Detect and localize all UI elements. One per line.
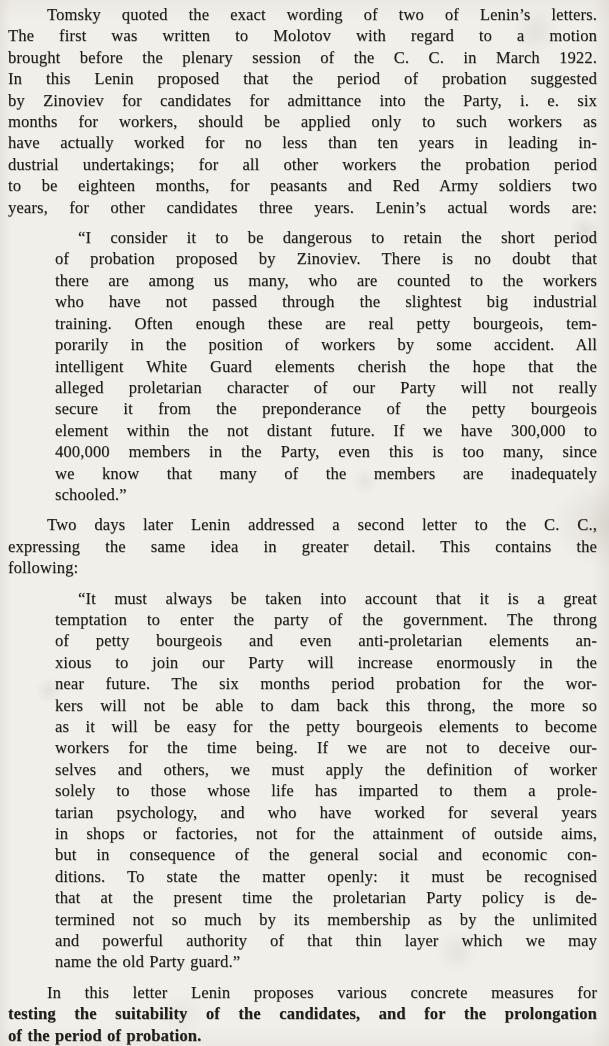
text-line: following: xyxy=(8,558,79,578)
text-line: “It must always be taken into account that it is a great xyxy=(78,588,597,608)
text-line: expressing the same idea in greater detail. This contains the xyxy=(8,536,597,556)
text-line: temptation to enter the party of the government. The throng xyxy=(55,609,597,629)
text-line: testing the suitability of the candidates, and for the prolongation xyxy=(8,1004,597,1024)
text-line: that at the present time the proletarian Party policy is de- xyxy=(55,888,597,908)
text-line: porarily in the position of workers by some accident. All xyxy=(55,335,597,355)
text-line: In this letter Lenin proposes various concrete measures for xyxy=(47,982,597,1002)
text-line: there are among us many, who are counted to the workers xyxy=(55,270,597,290)
lenin-first-letter-quote xyxy=(55,227,597,505)
intro-paragraph xyxy=(8,4,597,218)
text-line: who have not passed through the slightest big industrial xyxy=(55,292,597,312)
text-line: of probation proposed by Zinoviev. There is no doubt that xyxy=(55,249,597,269)
text-line: of the period of probation. xyxy=(8,1025,202,1045)
transition-paragraph xyxy=(8,514,597,578)
text-line: selves and others, we must apply the definition of worker xyxy=(55,759,597,779)
text-line: Tomsky quoted the exact wording of two of Lenin’s letters. xyxy=(47,5,597,24)
text-line: training. Often enough these are real petty bourgeois, tem- xyxy=(55,313,597,333)
text-line: name the old Party guard.” xyxy=(55,952,241,972)
text-line: schooled.” xyxy=(55,484,127,504)
text-line: alleged proletarian character of our Party will not really xyxy=(55,377,597,397)
text-line: workers for the time being. If we are not to deceive our- xyxy=(55,738,597,758)
text-line: years, for other candidates three years. Lenin’s actual words are: xyxy=(8,197,597,217)
text-line: brought before the plenary session of the C. C. in March 1922. xyxy=(8,47,597,67)
text-line: “I consider it to be dangerous to retain the short period xyxy=(78,228,597,248)
text-line: tarian psychology, and who have worked for several years xyxy=(55,802,597,822)
text-line: months for workers, should be applied only to such workers as xyxy=(8,112,597,132)
text-line: element within the not distant future. If we have 300,000 to xyxy=(55,420,597,440)
text-line: ditions. To state the matter openly: it must be recognised xyxy=(55,866,597,886)
text-line: secure it from the preponderance of the petty bourgeois xyxy=(55,399,597,419)
text-line: to be eighteen months, for peasants and Red Army soldiers two xyxy=(8,176,597,196)
text-line: by Zinoviev for candidates for admittance into the Party, i. e. six xyxy=(8,90,597,110)
text-line: Two days later Lenin addressed a second letter to the C. C., xyxy=(47,515,597,535)
text-line: termined not so much by its membership as by the unlimited xyxy=(55,909,597,929)
text-line: we know that many of the members are inadequately xyxy=(55,463,597,483)
lenin-second-letter-quote xyxy=(55,588,597,973)
text-line: and powerful authority of that thin layer which we may xyxy=(55,931,597,951)
text-line: solely to those whose life has imparted to them a prole- xyxy=(55,781,597,801)
text-line: kers will not be able to dam back this throng, the more so xyxy=(55,695,597,715)
text-line: 400,000 members in the Party, even this is too many, since xyxy=(55,442,597,462)
text-line: xious to join our Party will increase enormously in the xyxy=(55,652,597,672)
text-line: near future. The six months period probation for the wor- xyxy=(55,674,597,694)
text-line: as it will be easy for the petty bourgeois elements to become xyxy=(55,717,597,736)
text-line: but in consequence of the general social and economic con- xyxy=(55,845,597,865)
text-line: of petty bourgeois and even anti-proletarian elements an- xyxy=(55,631,597,651)
text-line: The first was written to Molotov with regard to a motion xyxy=(8,26,597,46)
text-line: dustrial undertakings; for all other workers the probation period xyxy=(8,154,597,174)
closing-paragraph xyxy=(8,982,597,1046)
text-line: have actually worked for no less than ten years in leading in- xyxy=(8,133,597,153)
text-line: intelligent White Guard elements cherish the hope that the xyxy=(55,356,597,376)
text-line: In this Lenin proposed that the period of probation suggested xyxy=(8,69,597,89)
text-line: in shops or factories, not for the attainment of outside aims, xyxy=(55,824,597,844)
